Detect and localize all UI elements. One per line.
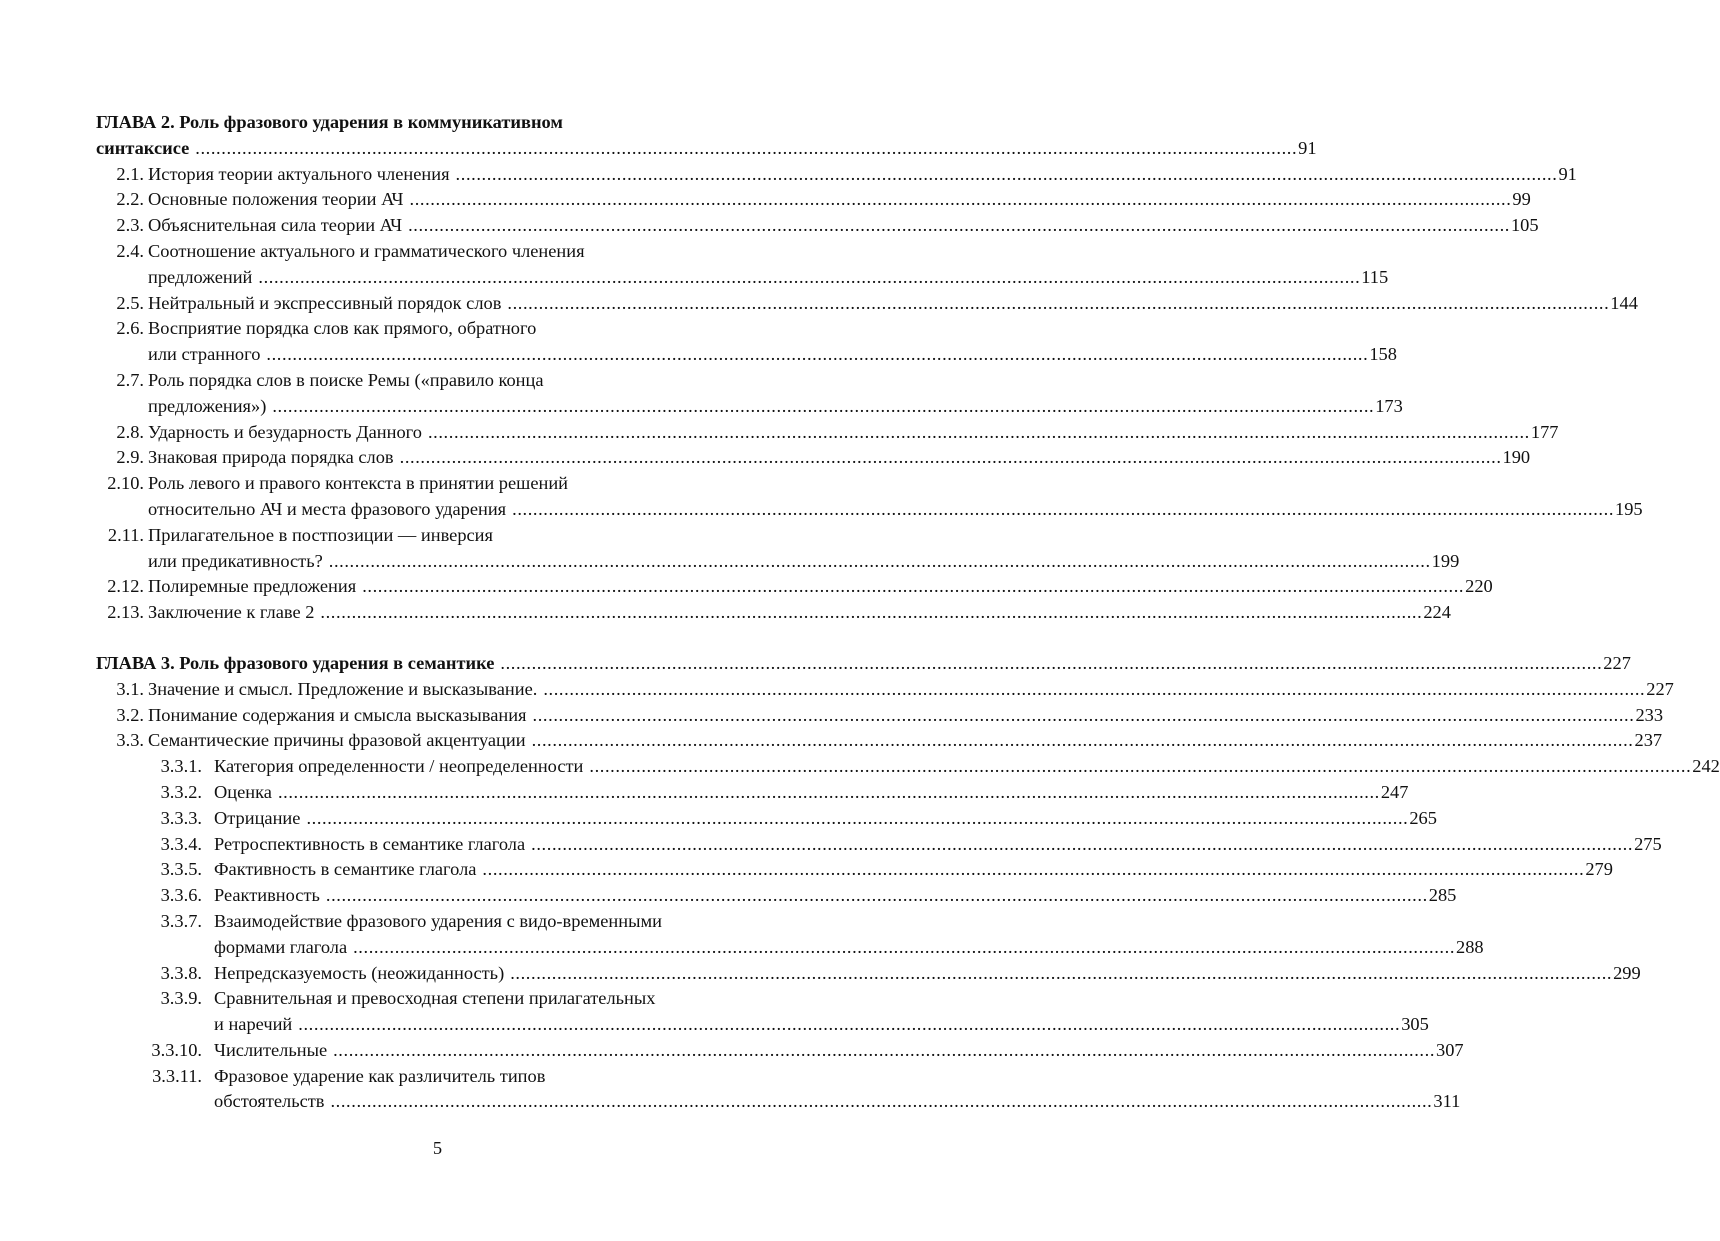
toc-subentry (96, 883, 1457, 909)
page-number: 5 (432, 1138, 443, 1158)
entry-title-cont: формами глагола (214, 936, 348, 957)
toc-subentry (96, 832, 1662, 858)
entry-title: Роль порядка слов в поиске Ремы («правило конца (148, 369, 544, 390)
entry-number: 3.3.1. (160, 756, 202, 777)
entry-title: Сравнительная и превосходная степени прилагательных (214, 988, 656, 1009)
chapter-title: ГЛАВА 3. Роль фразового ударения в семантике (96, 652, 495, 673)
dot-leader (195, 136, 1297, 162)
entry-title: Восприятие порядка слов как прямого, обратного (148, 318, 537, 339)
entry-number: 2.4. (116, 240, 144, 261)
entry-number: 3.3.6. (160, 885, 202, 906)
page-ref: 311 (1433, 1091, 1461, 1112)
entry-title: История теории актуального членения (148, 163, 450, 184)
dot-leader (532, 728, 1634, 754)
chapter-title: ГЛАВА 2. Роль фразового ударения в коммуникативном (96, 112, 563, 132)
dot-leader (456, 162, 1558, 188)
page-ref: 247 (1380, 781, 1409, 802)
dot-leader (278, 780, 1380, 806)
entry-number: 2.5. (116, 292, 144, 313)
entry-title: Заключение к главе 2 (148, 602, 315, 623)
dot-leader (362, 574, 1464, 600)
page-ref: 190 (1502, 447, 1531, 468)
dot-leader (329, 549, 1431, 575)
entry-title: Семантические причины фразовой акцентуации (148, 730, 526, 751)
entry-number: 3.2. (116, 704, 144, 725)
page-ref: 288 (1456, 936, 1484, 957)
entry-number: 3.1. (116, 678, 144, 699)
entry-title: Непредсказуемость (неожиданность) (214, 962, 505, 983)
toc-subentry-cont (96, 1012, 1429, 1038)
page-ref: 224 (1423, 602, 1451, 623)
toc-entry (96, 703, 1664, 729)
entry-title: Числительные (214, 1039, 328, 1060)
dot-leader (482, 857, 1584, 883)
page-ref: 227 (1603, 652, 1631, 673)
entry-number: 3.3.8. (160, 962, 202, 983)
entry-number: 3.3. (116, 730, 144, 751)
entry-title-cont: или странного (148, 344, 261, 365)
entry-title-cont: относительно АЧ и места фразового ударения (148, 498, 507, 519)
entry-title: Понимание содержания и смысла высказывания (148, 704, 527, 725)
entry-number: 2.2. (116, 189, 144, 210)
entry-title: Роль левого и правого контекста в принятии решений (148, 473, 569, 494)
dot-leader (306, 806, 1408, 832)
toc-entry-cont (96, 342, 1397, 368)
entry-title: Отрицание (214, 807, 301, 828)
entry-number: 3.3.10. (151, 1039, 202, 1060)
dot-leader (500, 651, 1602, 677)
toc-subentry (96, 780, 1409, 806)
page-ref: 115 (1361, 266, 1389, 287)
toc-entry-cont (96, 394, 1403, 420)
entry-number: 2.11. (107, 524, 144, 545)
toc-entry (96, 239, 756, 265)
toc-entry (96, 677, 1674, 703)
toc-subentry (96, 1064, 756, 1090)
entry-title: Нейтральный и экспрессивный порядок слов (148, 292, 502, 313)
page-ref: 99 (1512, 189, 1531, 210)
toc-entry (96, 368, 756, 394)
entry-title: Ударность и безударность Данного (148, 421, 422, 442)
toc-entry (96, 574, 1493, 600)
page-ref: 305 (1401, 1014, 1429, 1035)
entry-title: Фактивность в семантике глагола (214, 859, 477, 880)
dot-leader (353, 935, 1455, 961)
page-ref: 105 (1510, 215, 1539, 236)
dot-leader (531, 832, 1633, 858)
toc-chapter-2-heading (96, 110, 756, 136)
page-ref: 275 (1634, 833, 1662, 854)
dot-leader (543, 677, 1645, 703)
dot-leader (589, 754, 1691, 780)
page-ref: 199 (1431, 550, 1460, 571)
toc-subentry (96, 857, 1613, 883)
entry-title: Фразовое ударение как различитель типов (214, 1065, 546, 1086)
toc-entry (96, 162, 1577, 188)
toc-entry (96, 728, 1663, 754)
dot-leader (408, 213, 1510, 239)
entry-number: 3.3.7. (160, 910, 202, 931)
chapter-spacer (96, 626, 756, 651)
toc-entry (96, 600, 1451, 626)
page-ref: 220 (1465, 576, 1493, 597)
entry-number: 2.10. (107, 473, 144, 494)
entry-title: Прилагательное в постпозиции — инверсия (148, 524, 493, 545)
toc-entry-cont (96, 549, 1460, 575)
toc-entry (96, 471, 756, 497)
toc-entry-cont (96, 265, 1389, 291)
toc-entry-cont (96, 497, 1643, 523)
page-ref: 279 (1585, 859, 1613, 880)
page-ref: 233 (1635, 704, 1664, 725)
toc-subentry (96, 986, 756, 1012)
dot-leader (272, 394, 1374, 420)
entry-title-cont: предложений (148, 266, 253, 287)
dot-leader (533, 703, 1635, 729)
entry-number: 3.3.2. (160, 781, 202, 802)
entry-title-cont: предложения») (148, 395, 267, 416)
dot-leader (428, 420, 1530, 446)
entry-title: Взаимодействие фразового ударения с видо-временными (214, 910, 662, 931)
toc-entry (96, 420, 1559, 446)
entry-title: Реактивность (214, 885, 320, 906)
entry-number: 3.3.5. (160, 859, 202, 880)
page-ref: 91 (1298, 137, 1317, 158)
toc-subentry (96, 961, 1641, 987)
toc-entry (96, 187, 1531, 213)
page-ref: 242 (1692, 756, 1720, 777)
page-ref: 173 (1375, 395, 1403, 416)
toc-entry (96, 316, 756, 342)
toc-entry (96, 291, 1638, 317)
toc-subentry (96, 1038, 1464, 1064)
entry-number: 2.7. (116, 369, 144, 390)
dot-leader (507, 291, 1609, 317)
dot-leader (400, 445, 1502, 471)
dot-leader (510, 961, 1612, 987)
toc-entry (96, 445, 1531, 471)
dot-leader (410, 187, 1512, 213)
page-ref: 227 (1646, 678, 1674, 699)
entry-title: Основные положения теории АЧ (148, 189, 404, 210)
entry-title: Знаковая природа порядка слов (148, 447, 394, 468)
toc-subentry-cont (96, 1089, 1461, 1115)
dot-leader (333, 1038, 1435, 1064)
chapter-title-cont: синтаксисе (96, 137, 190, 158)
entry-title: Полиремные предложения (148, 576, 357, 597)
dot-leader (258, 265, 1360, 291)
entry-title-cont: или предикативность? (148, 550, 323, 571)
entry-title-cont: и наречий (214, 1014, 293, 1035)
entry-number: 2.9. (116, 447, 144, 468)
entry-number: 2.13. (107, 602, 144, 623)
page-ref: 265 (1409, 807, 1437, 828)
entry-title: Объяснительная сила теории АЧ (148, 215, 403, 236)
entry-number: 3.3.4. (160, 833, 202, 854)
dot-leader (326, 883, 1428, 909)
entry-number: 2.8. (116, 421, 144, 442)
page-ref: 307 (1436, 1039, 1464, 1060)
entry-title: Ретроспективность в семантике глагола (214, 833, 526, 854)
entry-title: Соотношение актуального и грамматического членения (148, 240, 585, 261)
entry-number: 3.3.9. (160, 988, 202, 1009)
entry-number: 2.12. (107, 576, 144, 597)
page-ref: 158 (1369, 344, 1397, 365)
dot-leader (512, 497, 1614, 523)
page-ref: 144 (1610, 292, 1638, 313)
dot-leader (266, 342, 1368, 368)
page-ref: 195 (1615, 498, 1643, 519)
page-ref: 91 (1558, 163, 1577, 184)
toc-subentry (96, 754, 1720, 780)
page-ref: 237 (1634, 730, 1663, 751)
entry-title: Оценка (214, 781, 272, 802)
entry-title: Категория определенности / неопределенности (214, 756, 584, 777)
dot-leader (320, 600, 1422, 626)
toc-chapter-2-heading-cont (96, 136, 1317, 162)
entry-title: Значение и смысл. Предложение и высказывание. (148, 678, 538, 699)
entry-number: 2.3. (116, 215, 144, 236)
entry-number: 3.3.11. (152, 1065, 202, 1086)
entry-number: 2.6. (116, 318, 144, 339)
entry-number: 2.1. (116, 163, 144, 184)
page-ref: 285 (1428, 885, 1457, 906)
page-ref: 299 (1613, 962, 1641, 983)
toc-subentry (96, 909, 756, 935)
toc-entry (96, 213, 1539, 239)
dot-leader (330, 1089, 1432, 1115)
toc-entry (96, 523, 756, 549)
toc-subentry-cont (96, 935, 1484, 961)
toc-chapter-3-heading (96, 651, 1631, 677)
dot-leader (298, 1012, 1400, 1038)
page-ref: 177 (1530, 421, 1559, 442)
entry-title-cont: обстоятельств (214, 1091, 325, 1112)
toc-subentry (96, 806, 1437, 832)
entry-number: 3.3.3. (160, 807, 202, 828)
table-of-contents (96, 110, 1720, 1115)
